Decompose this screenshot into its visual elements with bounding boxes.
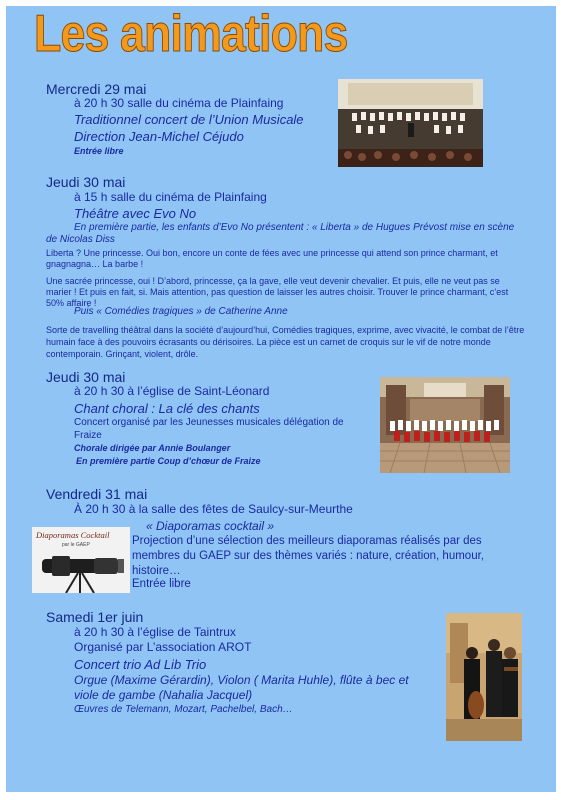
diaporamas-image-title: Diaporamas Cocktail bbox=[36, 530, 110, 540]
choir-photo bbox=[380, 377, 510, 473]
event2-name: Théâtre avec Evo No bbox=[74, 206, 197, 221]
diaporamas-image-subtitle: par le GAEP bbox=[62, 542, 90, 548]
event5-day: Samedi 1er juin bbox=[46, 609, 144, 625]
page-title: Les animations bbox=[34, 5, 348, 63]
event3-first-part: En première partie Coup d’chœur de Fraize bbox=[76, 456, 261, 466]
event3-organizer-line1: Concert organisé par les Jeunesses musicales délégation de bbox=[74, 417, 344, 428]
event5-place: à 20 h 30 à l’église de Taintrux bbox=[74, 625, 236, 639]
event2-paragraph3: Sorte de travelling théâtral dans la société d’aujourd’hui, Comédies tragiques, exprime, avec vivacité, le combat de l’être humain face à des pouvoirs écrasants ou dérisoires. La pièce est un carnet de croquis sur le vif de notre monde contemporain. Grinçant, violent, drôle. bbox=[46, 325, 525, 359]
event4-entry: Entrée libre bbox=[132, 578, 191, 590]
camera-icon bbox=[32, 547, 130, 593]
event5-organizer: Organisé par L’association AROT bbox=[74, 640, 252, 654]
event4-description: Projection d’une sélection des meilleurs diaporamas réalisés par des membres du GAEP sur des thèmes variés : nature, création, humour, histoire… bbox=[132, 535, 484, 577]
event1-director: Direction Jean-Michel Céjudo bbox=[74, 129, 244, 144]
event4-place: À 20 h 30 à la salle des fêtes de Saulcy-sur-Meurthe bbox=[74, 502, 353, 516]
event1-day: Mercredi 29 mai bbox=[46, 81, 147, 97]
concert-photo bbox=[338, 79, 483, 167]
event5-instruments-line2: viole de gambe (Nahalia Jacquel) bbox=[74, 688, 253, 702]
event2-then: Puis « Comédies tragiques » de Catherine Anne bbox=[74, 306, 288, 317]
event2-paragraph2: Une sacrée princesse, oui ! D’abord, princesse, ça la gave, elle veut devenir chevalier. Et puis, elle ne veut pas se marier ! Et puis en fait, si. Mais attention, pas question de laisser les autres choisir. Trouver le prince charmant, c’est 50% affaire ! bbox=[46, 276, 509, 308]
trio-photo bbox=[446, 613, 522, 741]
event1-entry: Entrée libre bbox=[74, 146, 124, 156]
event2-day: Jeudi 30 mai bbox=[46, 174, 126, 190]
event4-name: « Diaporamas cocktail » bbox=[146, 519, 275, 533]
event3-place: à 20 h 30 à l’église de Saint-Léonard bbox=[74, 384, 270, 398]
event3-organizer-line2: Fraize bbox=[74, 430, 102, 441]
poster bbox=[6, 6, 556, 792]
event1-place: à 20 h 30 salle du cinéma de Plainfaing bbox=[74, 96, 284, 110]
diaporamas-image bbox=[32, 527, 130, 593]
event3-day: Jeudi 30 mai bbox=[46, 369, 126, 385]
event5-instruments-line1: Orgue (Maxime Gérardin), Violon ( Marita Huhle), flûte à bec et bbox=[74, 673, 409, 687]
event5-works: Œuvres de Telemann, Mozart, Pachelbel, Bach… bbox=[74, 704, 293, 715]
event5-name: Concert trio Ad Lib Trio bbox=[74, 657, 207, 672]
event2-place: à 15 h salle du cinéma de Plainfaing bbox=[74, 190, 267, 204]
event1-name: Traditionnel concert de l’Union Musicale bbox=[74, 112, 304, 127]
event2-paragraph1: Liberta ? Une princesse. Oui bon, encore un conte de fées avec une princesse qui attend son prince charmant, et gnagnagna… La barbe ! bbox=[46, 248, 498, 269]
event4-day: Vendredi 31 mai bbox=[46, 486, 148, 502]
event3-name: Chant choral : La clé des chants bbox=[74, 401, 260, 416]
event2-intro: En première partie, les enfants d’Evo No présentent : « Liberta » de Hugues Prévost mise en scène de Nicolas Diss bbox=[46, 222, 515, 245]
event3-choir: Chorale dirigée par Annie Boulanger bbox=[74, 443, 231, 453]
